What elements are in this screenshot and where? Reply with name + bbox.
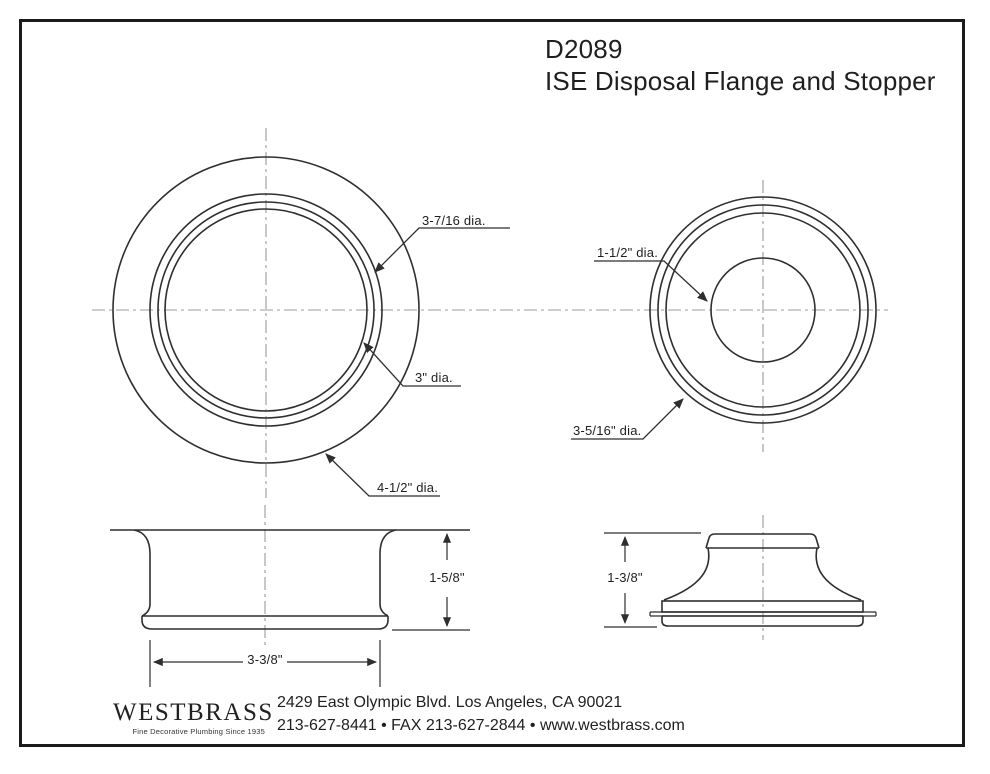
footer-address: 2429 East Olympic Blvd. Los Angeles, CA 90021: [277, 694, 623, 711]
leader-rim-dia: [375, 228, 510, 272]
stopper-trumpet-left: [664, 548, 709, 600]
label-flange-height: 1-5/8": [429, 570, 465, 585]
product-title: ISE Disposal Flange and Stopper: [545, 66, 936, 96]
stopper-top-view: [571, 197, 876, 439]
flange-right-wall: [380, 530, 396, 616]
label-flange-rim-diameter: 3-7/16 dia.: [422, 213, 486, 228]
label-flange-inner-diameter: 3" dia.: [415, 370, 453, 385]
brand-tagline: Fine Decorative Plumbing Since 1935: [132, 727, 265, 736]
label-stopper-hole-diameter: 1-1/2" dia.: [597, 245, 659, 260]
label-flange-width: 3-3/8": [247, 652, 283, 667]
footer-contact: 213-627-8441 • FAX 213-627-2844 • www.westbrass.com: [277, 717, 685, 734]
stopper-trumpet-right: [816, 548, 861, 600]
flange-left-wall: [134, 530, 150, 616]
model-number: D2089: [545, 34, 623, 64]
label-stopper-outer-diameter: 3-5/16" dia.: [573, 423, 642, 438]
label-stopper-height: 1-3/8": [607, 570, 643, 585]
brand-wordmark: WESTBRASS: [113, 699, 274, 726]
label-flange-outer-diameter: 4-1/2" dia.: [377, 480, 439, 495]
flange-top-view: [113, 157, 510, 496]
